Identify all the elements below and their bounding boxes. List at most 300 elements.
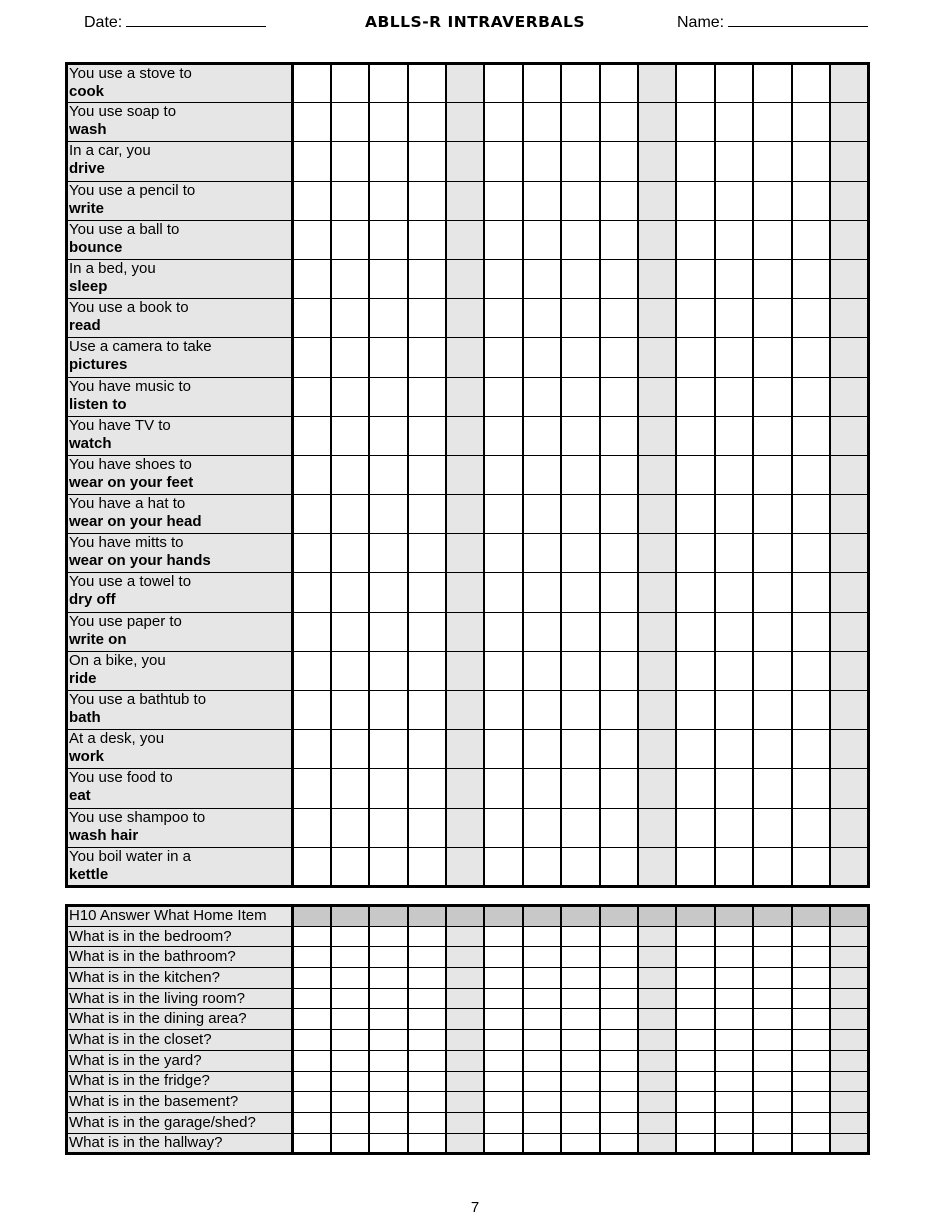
- score-cell[interactable]: [331, 730, 369, 769]
- score-cell[interactable]: [753, 769, 791, 808]
- score-cell[interactable]: [600, 1071, 638, 1092]
- score-cell[interactable]: [676, 906, 714, 927]
- score-cell[interactable]: [792, 808, 830, 847]
- score-cell[interactable]: [792, 181, 830, 220]
- score-cell[interactable]: [792, 651, 830, 690]
- score-cell[interactable]: [715, 1009, 753, 1030]
- score-cell[interactable]: [293, 1092, 331, 1113]
- score-cell[interactable]: [753, 847, 791, 886]
- score-cell[interactable]: [369, 612, 407, 651]
- score-cell[interactable]: [830, 455, 869, 494]
- score-cell[interactable]: [715, 1133, 753, 1154]
- score-cell[interactable]: [753, 968, 791, 989]
- score-cell[interactable]: [830, 1112, 869, 1133]
- score-cell[interactable]: [561, 299, 599, 338]
- score-cell[interactable]: [446, 612, 484, 651]
- score-cell[interactable]: [484, 612, 522, 651]
- score-cell[interactable]: [484, 691, 522, 730]
- score-cell[interactable]: [600, 220, 638, 259]
- score-cell[interactable]: [715, 259, 753, 298]
- score-cell[interactable]: [600, 103, 638, 142]
- score-cell[interactable]: [600, 847, 638, 886]
- score-cell[interactable]: [830, 769, 869, 808]
- score-cell[interactable]: [446, 1112, 484, 1133]
- score-cell[interactable]: [446, 988, 484, 1009]
- score-cell[interactable]: [484, 968, 522, 989]
- score-cell[interactable]: [638, 947, 676, 968]
- score-cell[interactable]: [638, 103, 676, 142]
- score-cell[interactable]: [676, 1050, 714, 1071]
- score-cell[interactable]: [369, 968, 407, 989]
- score-cell[interactable]: [523, 988, 561, 1009]
- score-cell[interactable]: [830, 1050, 869, 1071]
- score-cell[interactable]: [715, 573, 753, 612]
- score-cell[interactable]: [523, 730, 561, 769]
- score-cell[interactable]: [331, 968, 369, 989]
- score-cell[interactable]: [676, 64, 714, 103]
- score-cell[interactable]: [369, 259, 407, 298]
- score-cell[interactable]: [638, 299, 676, 338]
- score-cell[interactable]: [408, 103, 446, 142]
- score-cell[interactable]: [408, 259, 446, 298]
- score-cell[interactable]: [484, 906, 522, 927]
- score-cell[interactable]: [792, 1030, 830, 1051]
- score-cell[interactable]: [369, 808, 407, 847]
- score-cell[interactable]: [561, 691, 599, 730]
- score-cell[interactable]: [676, 1092, 714, 1113]
- score-cell[interactable]: [715, 142, 753, 181]
- score-cell[interactable]: [792, 299, 830, 338]
- score-cell[interactable]: [638, 651, 676, 690]
- score-cell[interactable]: [293, 299, 331, 338]
- score-cell[interactable]: [369, 769, 407, 808]
- score-cell[interactable]: [293, 730, 331, 769]
- score-cell[interactable]: [638, 573, 676, 612]
- score-cell[interactable]: [523, 651, 561, 690]
- score-cell[interactable]: [293, 1112, 331, 1133]
- score-cell[interactable]: [523, 1050, 561, 1071]
- score-cell[interactable]: [484, 377, 522, 416]
- score-cell[interactable]: [408, 769, 446, 808]
- score-cell[interactable]: [753, 1112, 791, 1133]
- score-cell[interactable]: [830, 691, 869, 730]
- score-cell[interactable]: [446, 103, 484, 142]
- score-cell[interactable]: [561, 142, 599, 181]
- score-cell[interactable]: [600, 64, 638, 103]
- score-cell[interactable]: [561, 1030, 599, 1051]
- score-cell[interactable]: [600, 534, 638, 573]
- score-cell[interactable]: [715, 691, 753, 730]
- score-cell[interactable]: [830, 299, 869, 338]
- score-cell[interactable]: [561, 808, 599, 847]
- score-cell[interactable]: [830, 808, 869, 847]
- score-cell[interactable]: [331, 947, 369, 968]
- score-cell[interactable]: [638, 1092, 676, 1113]
- score-cell[interactable]: [484, 1050, 522, 1071]
- score-cell[interactable]: [293, 906, 331, 927]
- score-cell[interactable]: [484, 1071, 522, 1092]
- score-cell[interactable]: [446, 534, 484, 573]
- score-cell[interactable]: [523, 495, 561, 534]
- score-cell[interactable]: [715, 534, 753, 573]
- score-cell[interactable]: [369, 534, 407, 573]
- score-cell[interactable]: [523, 299, 561, 338]
- score-cell[interactable]: [753, 947, 791, 968]
- score-cell[interactable]: [638, 926, 676, 947]
- score-cell[interactable]: [561, 612, 599, 651]
- score-cell[interactable]: [830, 988, 869, 1009]
- score-cell[interactable]: [408, 1071, 446, 1092]
- score-cell[interactable]: [600, 1009, 638, 1030]
- score-cell[interactable]: [369, 1050, 407, 1071]
- score-cell[interactable]: [638, 1071, 676, 1092]
- score-cell[interactable]: [408, 988, 446, 1009]
- score-cell[interactable]: [792, 730, 830, 769]
- score-cell[interactable]: [676, 534, 714, 573]
- score-cell[interactable]: [561, 769, 599, 808]
- score-cell[interactable]: [753, 416, 791, 455]
- score-cell[interactable]: [408, 338, 446, 377]
- score-cell[interactable]: [561, 64, 599, 103]
- score-cell[interactable]: [638, 455, 676, 494]
- score-cell[interactable]: [369, 691, 407, 730]
- score-cell[interactable]: [446, 691, 484, 730]
- score-cell[interactable]: [408, 691, 446, 730]
- score-cell[interactable]: [293, 259, 331, 298]
- score-cell[interactable]: [830, 64, 869, 103]
- score-cell[interactable]: [484, 64, 522, 103]
- score-cell[interactable]: [293, 1133, 331, 1154]
- score-cell[interactable]: [753, 926, 791, 947]
- score-cell[interactable]: [676, 573, 714, 612]
- score-cell[interactable]: [753, 988, 791, 1009]
- score-cell[interactable]: [408, 64, 446, 103]
- score-cell[interactable]: [561, 730, 599, 769]
- score-cell[interactable]: [600, 573, 638, 612]
- score-cell[interactable]: [331, 808, 369, 847]
- score-cell[interactable]: [676, 808, 714, 847]
- score-cell[interactable]: [792, 926, 830, 947]
- score-cell[interactable]: [792, 416, 830, 455]
- score-cell[interactable]: [715, 338, 753, 377]
- score-cell[interactable]: [676, 730, 714, 769]
- score-cell[interactable]: [293, 64, 331, 103]
- score-cell[interactable]: [331, 377, 369, 416]
- score-cell[interactable]: [715, 612, 753, 651]
- score-cell[interactable]: [523, 455, 561, 494]
- score-cell[interactable]: [561, 573, 599, 612]
- score-cell[interactable]: [561, 495, 599, 534]
- score-cell[interactable]: [600, 651, 638, 690]
- score-cell[interactable]: [753, 534, 791, 573]
- score-cell[interactable]: [792, 691, 830, 730]
- score-cell[interactable]: [715, 1112, 753, 1133]
- score-cell[interactable]: [331, 847, 369, 886]
- score-cell[interactable]: [369, 988, 407, 1009]
- score-cell[interactable]: [484, 1112, 522, 1133]
- score-cell[interactable]: [446, 847, 484, 886]
- score-cell[interactable]: [293, 769, 331, 808]
- score-cell[interactable]: [600, 906, 638, 927]
- score-cell[interactable]: [408, 534, 446, 573]
- score-cell[interactable]: [293, 416, 331, 455]
- score-cell[interactable]: [369, 416, 407, 455]
- score-cell[interactable]: [715, 847, 753, 886]
- score-cell[interactable]: [753, 808, 791, 847]
- score-cell[interactable]: [638, 968, 676, 989]
- score-cell[interactable]: [676, 769, 714, 808]
- score-cell[interactable]: [446, 808, 484, 847]
- score-cell[interactable]: [523, 220, 561, 259]
- score-cell[interactable]: [792, 769, 830, 808]
- score-cell[interactable]: [753, 455, 791, 494]
- score-cell[interactable]: [676, 1009, 714, 1030]
- score-cell[interactable]: [715, 651, 753, 690]
- score-cell[interactable]: [484, 947, 522, 968]
- score-cell[interactable]: [561, 220, 599, 259]
- score-cell[interactable]: [331, 988, 369, 1009]
- score-cell[interactable]: [830, 968, 869, 989]
- score-cell[interactable]: [523, 1071, 561, 1092]
- score-cell[interactable]: [561, 947, 599, 968]
- score-cell[interactable]: [484, 769, 522, 808]
- score-cell[interactable]: [484, 988, 522, 1009]
- score-cell[interactable]: [638, 1030, 676, 1051]
- score-cell[interactable]: [753, 612, 791, 651]
- score-cell[interactable]: [293, 988, 331, 1009]
- score-cell[interactable]: [600, 416, 638, 455]
- score-cell[interactable]: [792, 906, 830, 927]
- score-cell[interactable]: [293, 947, 331, 968]
- score-cell[interactable]: [753, 730, 791, 769]
- score-cell[interactable]: [408, 1092, 446, 1113]
- score-cell[interactable]: [484, 1133, 522, 1154]
- score-cell[interactable]: [753, 103, 791, 142]
- score-cell[interactable]: [369, 847, 407, 886]
- score-cell[interactable]: [446, 1133, 484, 1154]
- score-cell[interactable]: [446, 947, 484, 968]
- score-cell[interactable]: [446, 968, 484, 989]
- score-cell[interactable]: [715, 769, 753, 808]
- score-cell[interactable]: [753, 64, 791, 103]
- score-cell[interactable]: [830, 220, 869, 259]
- score-cell[interactable]: [408, 299, 446, 338]
- score-cell[interactable]: [484, 1092, 522, 1113]
- score-cell[interactable]: [561, 988, 599, 1009]
- score-cell[interactable]: [331, 612, 369, 651]
- score-cell[interactable]: [638, 847, 676, 886]
- score-cell[interactable]: [446, 377, 484, 416]
- score-cell[interactable]: [331, 181, 369, 220]
- score-cell[interactable]: [561, 416, 599, 455]
- score-cell[interactable]: [715, 181, 753, 220]
- score-cell[interactable]: [676, 651, 714, 690]
- score-cell[interactable]: [293, 220, 331, 259]
- score-cell[interactable]: [446, 220, 484, 259]
- score-cell[interactable]: [830, 1092, 869, 1113]
- score-cell[interactable]: [561, 338, 599, 377]
- score-cell[interactable]: [293, 1071, 331, 1092]
- score-cell[interactable]: [830, 377, 869, 416]
- score-cell[interactable]: [792, 612, 830, 651]
- score-cell[interactable]: [638, 534, 676, 573]
- score-cell[interactable]: [830, 142, 869, 181]
- score-cell[interactable]: [446, 573, 484, 612]
- score-cell[interactable]: [561, 455, 599, 494]
- score-cell[interactable]: [484, 847, 522, 886]
- score-cell[interactable]: [638, 338, 676, 377]
- score-cell[interactable]: [446, 455, 484, 494]
- score-cell[interactable]: [638, 142, 676, 181]
- score-cell[interactable]: [523, 534, 561, 573]
- score-cell[interactable]: [715, 299, 753, 338]
- score-cell[interactable]: [600, 808, 638, 847]
- score-cell[interactable]: [331, 103, 369, 142]
- score-cell[interactable]: [523, 612, 561, 651]
- score-cell[interactable]: [484, 534, 522, 573]
- score-cell[interactable]: [369, 181, 407, 220]
- score-cell[interactable]: [830, 259, 869, 298]
- score-cell[interactable]: [792, 988, 830, 1009]
- score-cell[interactable]: [600, 495, 638, 534]
- score-cell[interactable]: [484, 103, 522, 142]
- score-cell[interactable]: [561, 181, 599, 220]
- score-cell[interactable]: [523, 691, 561, 730]
- score-cell[interactable]: [753, 338, 791, 377]
- score-cell[interactable]: [792, 1112, 830, 1133]
- score-cell[interactable]: [523, 64, 561, 103]
- score-cell[interactable]: [408, 1112, 446, 1133]
- score-cell[interactable]: [293, 808, 331, 847]
- score-cell[interactable]: [446, 1030, 484, 1051]
- score-cell[interactable]: [561, 926, 599, 947]
- score-cell[interactable]: [792, 573, 830, 612]
- score-cell[interactable]: [561, 1133, 599, 1154]
- score-cell[interactable]: [600, 1112, 638, 1133]
- score-cell[interactable]: [408, 906, 446, 927]
- score-cell[interactable]: [331, 1112, 369, 1133]
- score-cell[interactable]: [408, 1050, 446, 1071]
- score-cell[interactable]: [369, 142, 407, 181]
- score-cell[interactable]: [638, 64, 676, 103]
- score-cell[interactable]: [523, 926, 561, 947]
- score-cell[interactable]: [484, 926, 522, 947]
- score-cell[interactable]: [792, 1071, 830, 1092]
- score-cell[interactable]: [638, 988, 676, 1009]
- score-cell[interactable]: [753, 181, 791, 220]
- score-cell[interactable]: [638, 769, 676, 808]
- score-cell[interactable]: [638, 1133, 676, 1154]
- score-cell[interactable]: [600, 181, 638, 220]
- score-cell[interactable]: [600, 142, 638, 181]
- score-cell[interactable]: [676, 338, 714, 377]
- score-cell[interactable]: [331, 1092, 369, 1113]
- score-cell[interactable]: [561, 534, 599, 573]
- score-cell[interactable]: [753, 259, 791, 298]
- score-cell[interactable]: [792, 64, 830, 103]
- score-cell[interactable]: [484, 455, 522, 494]
- score-cell[interactable]: [408, 495, 446, 534]
- score-cell[interactable]: [715, 988, 753, 1009]
- score-cell[interactable]: [753, 1050, 791, 1071]
- score-cell[interactable]: [600, 988, 638, 1009]
- score-cell[interactable]: [715, 1071, 753, 1092]
- score-cell[interactable]: [830, 926, 869, 947]
- score-cell[interactable]: [523, 259, 561, 298]
- score-cell[interactable]: [676, 455, 714, 494]
- score-cell[interactable]: [676, 220, 714, 259]
- score-cell[interactable]: [523, 1030, 561, 1051]
- score-cell[interactable]: [408, 416, 446, 455]
- score-cell[interactable]: [446, 142, 484, 181]
- score-cell[interactable]: [331, 1030, 369, 1051]
- score-cell[interactable]: [600, 947, 638, 968]
- score-cell[interactable]: [638, 181, 676, 220]
- score-cell[interactable]: [676, 495, 714, 534]
- score-cell[interactable]: [792, 338, 830, 377]
- name-blank-line[interactable]: [728, 12, 868, 27]
- score-cell[interactable]: [830, 495, 869, 534]
- score-cell[interactable]: [446, 1092, 484, 1113]
- score-cell[interactable]: [638, 259, 676, 298]
- score-cell[interactable]: [676, 847, 714, 886]
- score-cell[interactable]: [484, 338, 522, 377]
- score-cell[interactable]: [715, 968, 753, 989]
- score-cell[interactable]: [408, 968, 446, 989]
- score-cell[interactable]: [369, 730, 407, 769]
- score-cell[interactable]: [753, 142, 791, 181]
- score-cell[interactable]: [792, 455, 830, 494]
- score-cell[interactable]: [676, 691, 714, 730]
- score-cell[interactable]: [561, 1050, 599, 1071]
- score-cell[interactable]: [446, 906, 484, 927]
- score-cell[interactable]: [830, 906, 869, 927]
- score-cell[interactable]: [561, 377, 599, 416]
- score-cell[interactable]: [484, 651, 522, 690]
- score-cell[interactable]: [600, 1092, 638, 1113]
- score-cell[interactable]: [753, 1071, 791, 1092]
- score-cell[interactable]: [408, 612, 446, 651]
- score-cell[interactable]: [600, 299, 638, 338]
- score-cell[interactable]: [830, 1071, 869, 1092]
- score-cell[interactable]: [331, 220, 369, 259]
- score-cell[interactable]: [753, 1133, 791, 1154]
- score-cell[interactable]: [293, 534, 331, 573]
- score-cell[interactable]: [792, 495, 830, 534]
- score-cell[interactable]: [715, 220, 753, 259]
- score-cell[interactable]: [753, 1030, 791, 1051]
- score-cell[interactable]: [715, 416, 753, 455]
- score-cell[interactable]: [753, 651, 791, 690]
- score-cell[interactable]: [676, 1030, 714, 1051]
- score-cell[interactable]: [561, 103, 599, 142]
- score-cell[interactable]: [715, 495, 753, 534]
- score-cell[interactable]: [523, 142, 561, 181]
- score-cell[interactable]: [484, 573, 522, 612]
- score-cell[interactable]: [369, 1009, 407, 1030]
- score-cell[interactable]: [830, 1133, 869, 1154]
- score-cell[interactable]: [369, 651, 407, 690]
- score-cell[interactable]: [792, 847, 830, 886]
- score-cell[interactable]: [446, 181, 484, 220]
- score-cell[interactable]: [792, 103, 830, 142]
- score-cell[interactable]: [676, 612, 714, 651]
- score-cell[interactable]: [638, 1009, 676, 1030]
- score-cell[interactable]: [523, 1112, 561, 1133]
- score-cell[interactable]: [331, 534, 369, 573]
- score-cell[interactable]: [600, 730, 638, 769]
- score-cell[interactable]: [369, 1071, 407, 1092]
